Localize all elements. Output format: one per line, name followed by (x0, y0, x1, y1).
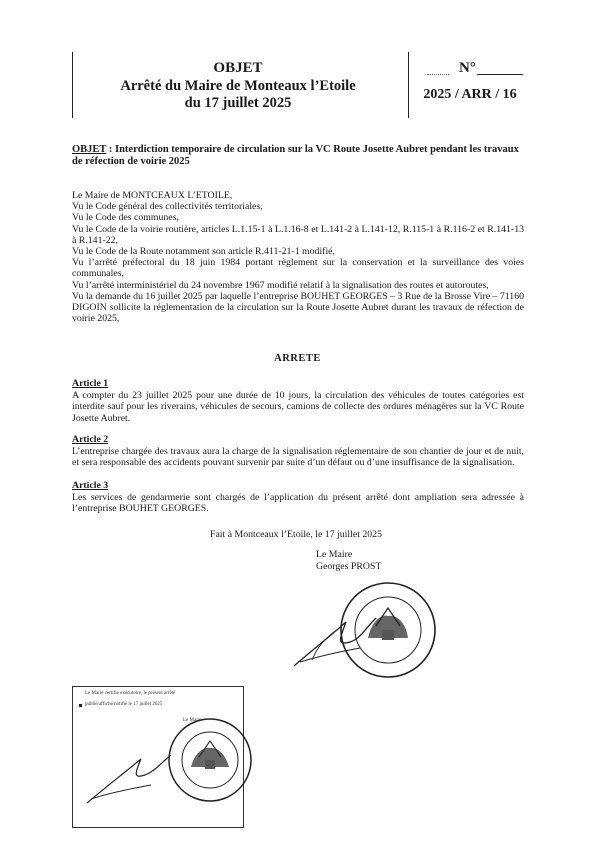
certification-line2: publié/affiché/notifié le 17 juillet 2025 (85, 702, 163, 707)
article-2 (72, 434, 524, 469)
certification-box (72, 686, 244, 828)
objet-paragraph (72, 144, 524, 168)
header-number-block (408, 52, 531, 118)
article-1 (72, 378, 524, 424)
visa-line: Vu le Code général des collectivités territoriales, (72, 201, 263, 213)
visas-block (72, 190, 524, 324)
article-text: A compter du 23 juillet 2025 pour une durée de 10 jours, la circulation des véhicules de toutes catégories est interdite sauf pour les riverains, véhicules de secours, camions de collecte des ordures ménagères sur la VC Route Josette Aubret. (72, 390, 524, 424)
header-title-block (72, 52, 403, 118)
article-3 (72, 480, 524, 515)
number-label: N° (459, 60, 476, 76)
visa-line: Vu l’arrêté interministériel du 24 novembre 1967 modifié relatif à la signalisation des routes et autoroutes, (72, 279, 489, 291)
article-heading: Article 3 (72, 480, 109, 491)
header-objet: OBJET (213, 60, 263, 76)
number-line (477, 74, 523, 75)
visa-line: Vu la demande du 16 juillet 2025 par laquelle l’entreprise BOUHET GEORGES – 3 Rue de la Brosse Vire – 71160 DIGOIN sollicite la réglementation de la circulation sur la Route Josette Aubret durant les travaux de réfection de voirie 2025, (72, 290, 524, 325)
visa-line: Vu le Code de la Route notamment son article R.411-21-1 modifié, (72, 246, 335, 258)
objet-text: : Interdiction temporaire de circulation sur la VC Route Josette Aubret pendant les travaux de réfection de voirie 2025 (72, 144, 519, 167)
article-text: L’entreprise chargée des travaux aura la charge de la signalisation réglementaire de son chantier de jour et de nuit, et sera responsable des accidents pouvant survenir par suite d’un défaut ou d’une insuffisance de la signalisation. (72, 446, 524, 469)
header-title-line2: du 17 juillet 2025 (184, 95, 292, 111)
mairie-stamp (338, 580, 438, 680)
signature-role: Le Maire (316, 549, 353, 560)
handwritten-signature (83, 747, 173, 807)
bullet-icon (79, 704, 82, 707)
mairie-stamp (167, 717, 253, 803)
certification-line1: Le Maire certifie exécutoire, le présent arrêté (85, 691, 176, 696)
certification-line3: Le Maire (183, 718, 202, 723)
visa-line: Le Maire de MONTCEAUX L’ETOILE, (72, 190, 233, 201)
fait-a-line: Fait à Montceaux l’Etoile, le 17 juillet 2025 (210, 529, 382, 540)
number-dots (427, 74, 449, 75)
reference-number: 2025 / ARR / 16 (423, 87, 517, 102)
header-title-line1: Arrêté du Maire de Monteaux l’Etoile (120, 78, 356, 94)
article-heading: Article 2 (72, 434, 109, 445)
signature-name: Georges PROST (316, 560, 382, 572)
signature-block (316, 549, 381, 572)
objet-label: OBJET (72, 144, 107, 155)
arrete-heading: ARRETE (274, 353, 321, 364)
article-text: Les services de gendarmerie sont chargés de l’application du présent arrêté dont ampliation sera adressée à l’entreprise BOUHET GEORGES. (72, 492, 524, 515)
visa-line: Vu le Code de la voirie routière, articles L.1.15-1 à L.1.16-8 et L.141-2 à L.141-12, R.115-1 à R.116-2 et R.141-13 à R.141-22, (72, 223, 524, 246)
visa-line: Vu l’arrêté préfectoral du 18 juin 1984 portant règlement sur la conservation et la surveillance des voies communales, (72, 257, 524, 280)
visa-line: Vu le Code des communes, (72, 212, 179, 224)
article-heading: Article 1 (72, 378, 109, 389)
